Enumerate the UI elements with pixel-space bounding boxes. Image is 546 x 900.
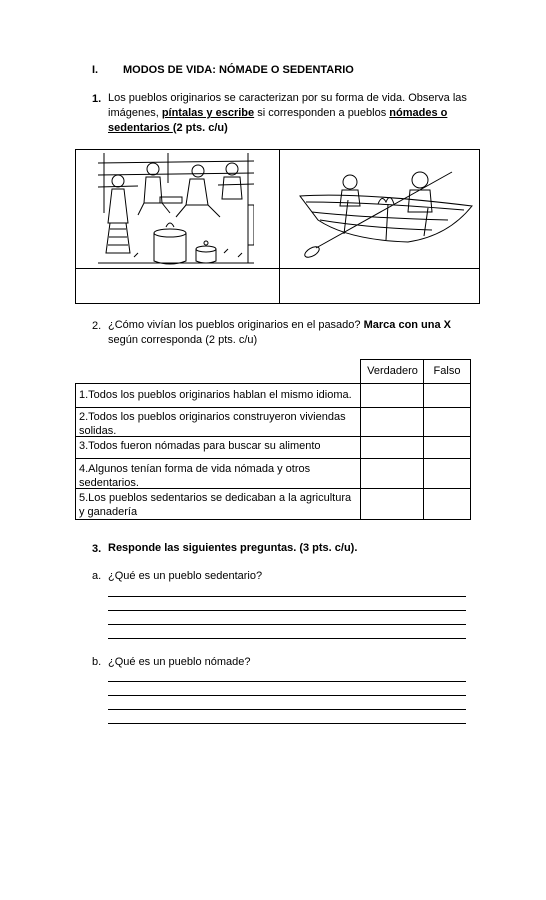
- q1-points: (2 pts. c/u): [172, 122, 228, 134]
- question-2-text: [108, 318, 468, 348]
- falso-cell-1[interactable]: [423, 383, 471, 408]
- question-3-number: 3.: [92, 543, 102, 555]
- answer-line-b3[interactable]: [108, 709, 466, 710]
- answer-line-b4[interactable]: [108, 723, 466, 724]
- statement-4: 4.Algunos tenían forma de vida nómada y otros sedentarios.: [79, 463, 311, 489]
- verdadero-cell-4[interactable]: [360, 458, 424, 489]
- picture-table: [75, 149, 480, 304]
- table-row: [75, 436, 471, 459]
- statement-5: 5.Los pueblos sedentarios se dedicaban a la agricultura y ganadería: [79, 492, 352, 518]
- falso-cell-4[interactable]: [423, 458, 471, 489]
- q2-instruction-bold: Marca con una X: [363, 319, 452, 331]
- subquestion-b-text: ¿Qué es un pueblo nómade?: [108, 656, 251, 668]
- q1-options-bold-2: sedentarios: [108, 122, 173, 134]
- q2-text-line1: ¿Cómo vivían los pueblos originarios en el pasado?: [108, 319, 364, 331]
- verdadero-cell-1[interactable]: [360, 383, 424, 408]
- subquestion-a-text: ¿Qué es un pueblo sedentario?: [108, 570, 263, 582]
- section-title: MODOS DE VIDA: NÓMADE O SEDENTARIO: [123, 64, 354, 76]
- village-illustration[interactable]: [98, 153, 254, 267]
- subquestion-a-label: a.: [92, 570, 102, 582]
- answer-line-a4[interactable]: [108, 638, 466, 639]
- answer-line-b1[interactable]: [108, 681, 466, 682]
- col-header-verdadero: Verdadero: [367, 365, 418, 377]
- question-3-text: Responde las siguientes preguntas. (3 pts. c/u).: [108, 542, 358, 554]
- subquestion-b-label: b.: [92, 656, 102, 668]
- question-2-number: 2.: [92, 320, 102, 332]
- q1-text-part: si corresponden a pueblos: [254, 107, 390, 119]
- falso-cell-2[interactable]: [423, 407, 471, 437]
- table-row: [75, 488, 471, 520]
- falso-cell-3[interactable]: [423, 436, 471, 459]
- answer-line-b2[interactable]: [108, 695, 466, 696]
- question-1-number: 1.: [92, 93, 102, 105]
- col-header-falso: Falso: [433, 365, 461, 377]
- q2-text-line2: según corresponda (2 pts. c/u): [108, 334, 258, 346]
- answer-line-a1[interactable]: [108, 596, 466, 597]
- question-1-text: [108, 91, 468, 136]
- statement-2: 2.Todos los pueblos originarios construyeron viviendas solidas.: [79, 411, 346, 437]
- q1-instruction-bold: píntalas y escribe: [161, 107, 255, 119]
- statement-3: 3.Todos fueron nómadas para buscar su alimento: [79, 440, 321, 452]
- table-row: [75, 383, 471, 408]
- verdadero-cell-3[interactable]: [360, 436, 424, 459]
- section-number: I.: [92, 64, 99, 76]
- table-row: [75, 458, 471, 489]
- q1-text-part: imágenes,: [108, 107, 162, 119]
- table-header-row: [75, 359, 471, 384]
- q1-options-bold: nómades o: [389, 107, 448, 119]
- answer-cell-left[interactable]: [76, 269, 279, 304]
- verdadero-cell-2[interactable]: [360, 407, 424, 437]
- canoe-illustration[interactable]: [298, 162, 474, 262]
- falso-cell-5[interactable]: [423, 488, 471, 520]
- answer-line-a3[interactable]: [108, 624, 466, 625]
- table-row: [75, 407, 471, 437]
- verdadero-cell-5[interactable]: [360, 488, 424, 520]
- statement-1: 1.Todos los pueblos originarios hablan el mismo idioma.: [79, 389, 352, 401]
- q1-text-line1: Los pueblos originarios se caracterizan por su forma de vida. Observa las: [108, 92, 467, 104]
- answer-line-a2[interactable]: [108, 610, 466, 611]
- answer-cell-right[interactable]: [280, 269, 480, 304]
